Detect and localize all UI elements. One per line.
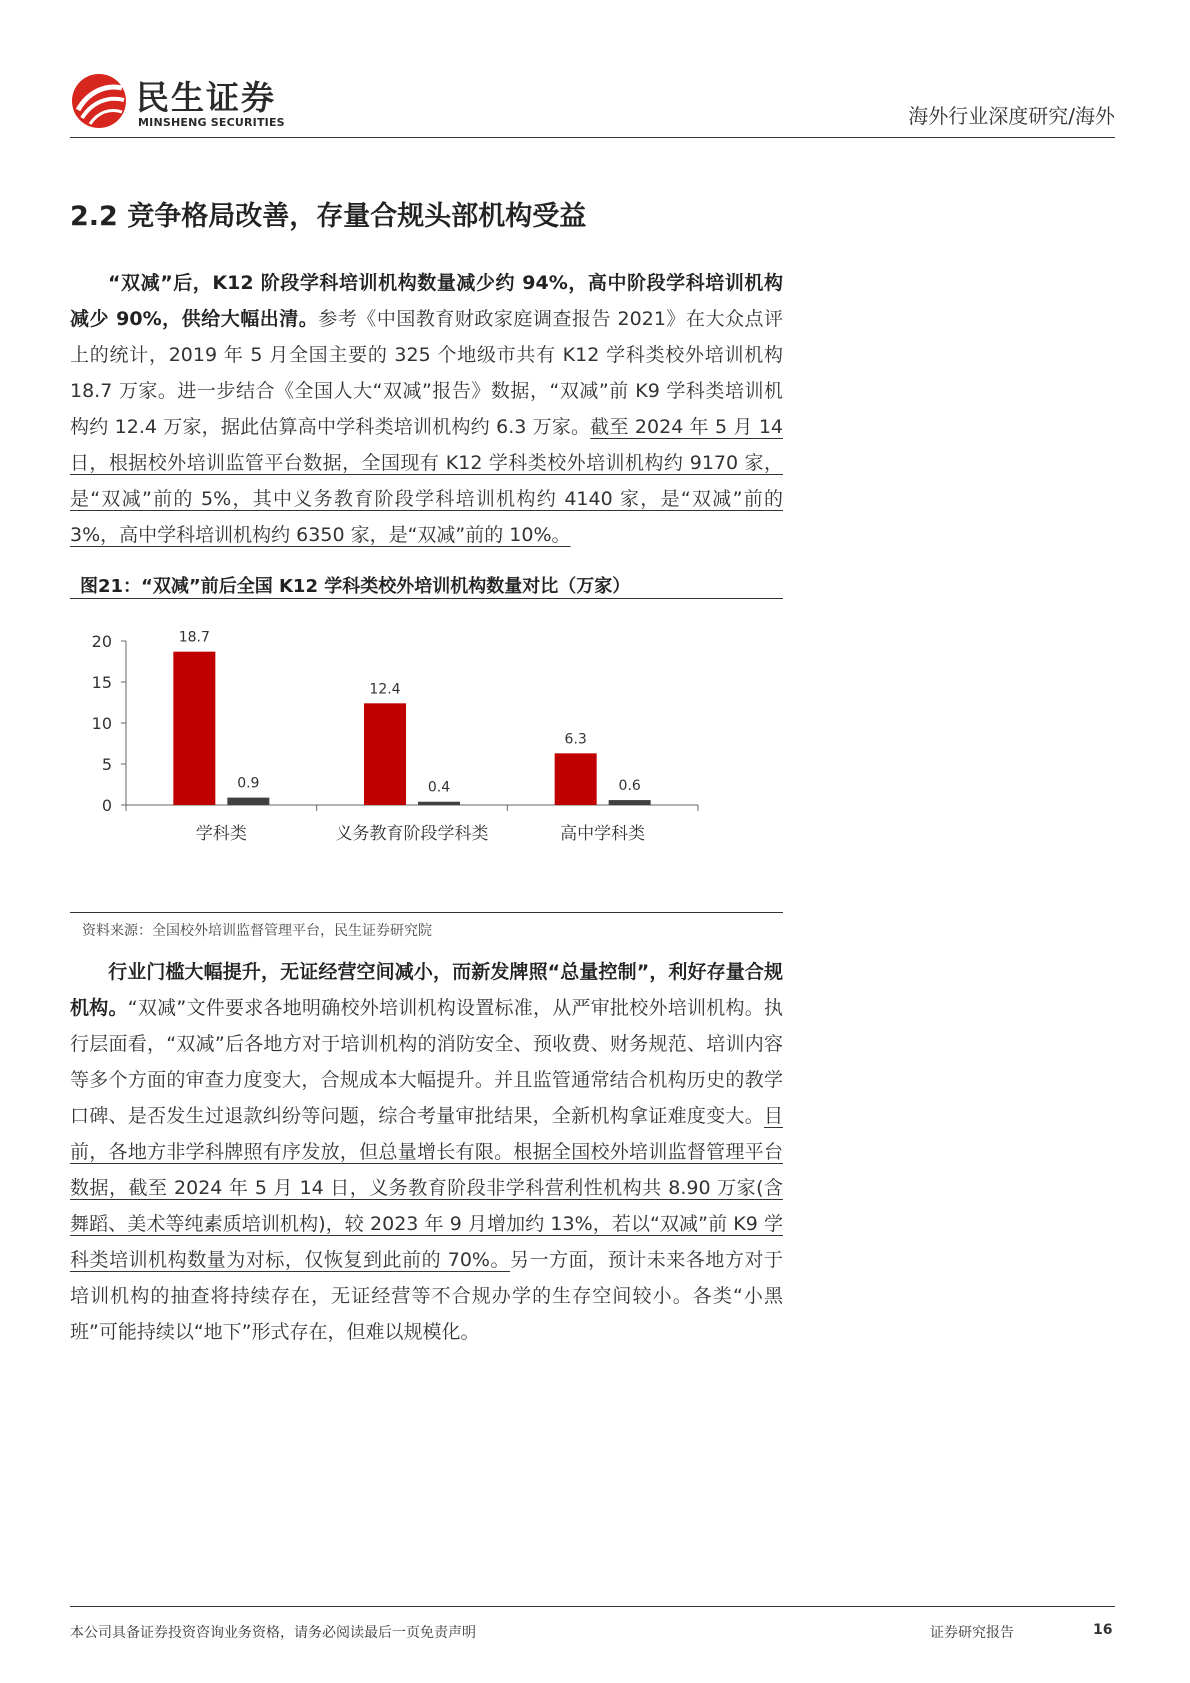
bar-0-2 bbox=[555, 753, 597, 805]
bar-0-0 bbox=[173, 652, 215, 805]
bar-value-label-1-1: 0.4 bbox=[427, 779, 451, 796]
bar-0-1 bbox=[364, 703, 406, 805]
logo-en-text: MINSHENG SECURITIES bbox=[138, 116, 285, 129]
y-tick-label-1: 5 bbox=[101, 755, 112, 774]
company-logo bbox=[70, 68, 370, 138]
paragraph-2-underline: 目前，各地方非学科牌照有序发放，但总量增长有限。根据全国校外培训监督管理平台数据，截至 2024 年 5 月 14 日，义务教育阶段非学科营利性机构共 8.90 万家(含舞蹈、美术等纯素质培训机构)，较 2023 年 9 月增加约 13%，若以“双减”前 K9 学科类培训机构数量为对标，仅恢复到此前的 70%。 bbox=[70, 1105, 783, 1271]
x-category-label-0: 学科类 bbox=[195, 824, 247, 844]
y-tick-label-3: 15 bbox=[91, 673, 112, 692]
page-number: 16 bbox=[1093, 1622, 1113, 1638]
bar-1-1 bbox=[418, 802, 460, 805]
paragraph-1-bold: “双减”后，K12 阶段学科培训机构数量减少约 94%，高中阶段学科培训机构减少 90%，供给大幅出清。 bbox=[70, 272, 783, 330]
paragraph-2-plain-1: “双减”文件要求各地明确校外培训机构设置标准，从严审批校外培训机构。执行层面看，“双减”后各地方对于培训机构的消防安全、预收费、财务规范、培训内容等多个方面的审查力度变大，合规成本大幅提升。并且监管通常结合机构历史的教学口碑、是否发生过退款纠纷等问题，综合考量审批结果，全新机构拿证难度变大。 bbox=[70, 997, 783, 1127]
bar-value-label-1-2: 0.6 bbox=[618, 778, 641, 795]
footer-report-type: 证券研究报告 bbox=[930, 1625, 1014, 1641]
figure-title: 图21：“双减”前后全国 K12 学科类校外培训机构数量对比（万家） bbox=[80, 576, 631, 597]
paragraph-1 bbox=[70, 265, 783, 553]
x-category-label-1: 义务教育阶段学科类 bbox=[335, 824, 489, 844]
y-tick-label-0: 0 bbox=[101, 796, 112, 815]
figure-bottom-divider bbox=[70, 912, 783, 913]
bar-chart bbox=[70, 608, 783, 908]
paragraph-2-bold: 行业门槛大幅提升，无证经营空间减小，而新发牌照“总量控制”，利好存量合规机构。 bbox=[70, 961, 783, 1019]
paragraph-2-plain-2: 另一方面，预计未来各地方对于培训机构的抽查将持续存在，无证经营等不合规办学的生存空间较小。各类“小黑班”可能持续以“地下”形式存在，但难以规模化。 bbox=[70, 1249, 783, 1343]
figure-top-divider bbox=[70, 598, 783, 599]
bar-1-0 bbox=[227, 798, 269, 805]
bar-value-label-0-0: 18.7 bbox=[178, 629, 210, 646]
y-tick-label-4: 20 bbox=[91, 632, 112, 651]
bar-value-label-1-0: 0.9 bbox=[237, 775, 260, 792]
footer-divider bbox=[70, 1606, 1115, 1607]
bar-1-2 bbox=[609, 800, 651, 805]
bar-value-label-0-2: 6.3 bbox=[564, 731, 587, 748]
bar-value-label-0-1: 12.4 bbox=[369, 681, 401, 698]
paragraph-1-plain: 参考《中国教育财政家庭调查报告 2021》在大众点评上的统计，2019 年 5 月全国主要的 325 个地级市共有 K12 学科类校外培训机构 18.7 万家。进一步结合《全国人大“双减”报告》数据，“双减”前 K9 学科类培训机构约 12.4 万家，据此估算高中学科类培训机构约 6.3 万家。 bbox=[70, 308, 783, 438]
section-title: 2.2 竞争格局改善，存量合规头部机构受益 bbox=[70, 201, 587, 232]
logo-cn-text: 民生证券 bbox=[136, 78, 276, 117]
header-divider bbox=[70, 137, 1115, 138]
page-header bbox=[70, 60, 1115, 140]
minsheng-logo-icon bbox=[70, 72, 128, 130]
bar-chart-svg bbox=[70, 608, 783, 908]
paragraph-1-underline: 截至 2024 年 5 月 14 日，根据校外培训监管平台数据，全国现有 K12 学科类校外培训机构约 9170 家，是“双减”前的 5%，其中义务教育阶段学科培训机构约 4140 家，是“双减”前的 3%，高中学科培训机构约 6350 家，是“双减”前的 10%。 bbox=[70, 416, 783, 546]
paragraph-2 bbox=[70, 954, 783, 1350]
footer-disclaimer: 本公司具备证券投资咨询业务资格，请务必阅读最后一页免责声明 bbox=[70, 1625, 476, 1641]
figure-source: 资料来源：全国校外培训监督管理平台，民生证券研究院 bbox=[82, 923, 432, 939]
x-category-label-2: 高中学科类 bbox=[560, 824, 646, 844]
y-tick-label-2: 10 bbox=[91, 714, 112, 733]
report-category: 海外行业深度研究/海外 bbox=[908, 104, 1115, 128]
